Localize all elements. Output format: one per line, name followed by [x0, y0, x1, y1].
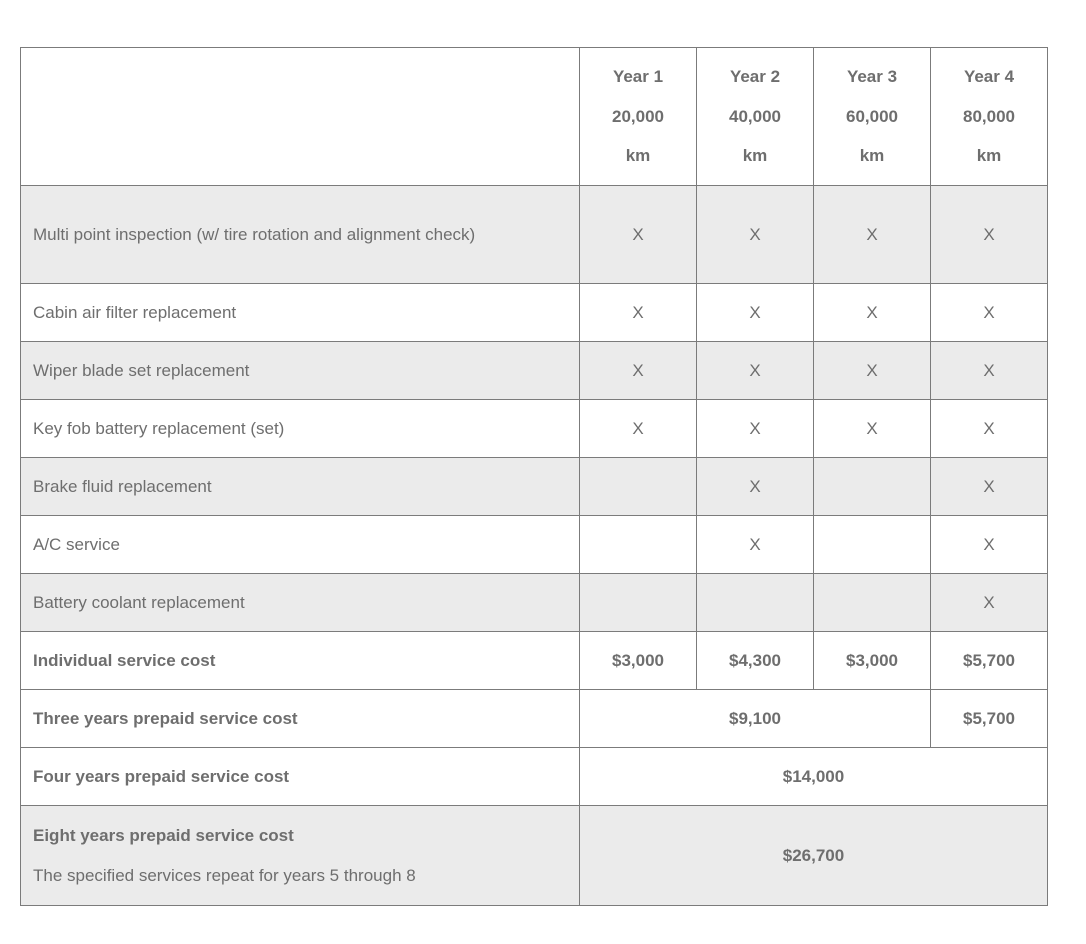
service-label: Wiper blade set replacement	[21, 342, 580, 400]
unit-label: km	[742, 146, 768, 166]
service-label: Cabin air filter replacement	[21, 284, 580, 342]
service-mark-cell: X	[580, 342, 697, 400]
service-mark-cell: X	[931, 400, 1048, 458]
service-mark-cell	[814, 458, 931, 516]
service-label: Key fob battery replacement (set)	[21, 400, 580, 458]
unit-label: km	[976, 146, 1002, 166]
service-mark-cell: X	[697, 516, 814, 574]
service-mark-cell: X	[697, 342, 814, 400]
service-mark-cell: X	[697, 284, 814, 342]
cost-cell-years-1-4-merged: $14,000	[580, 748, 1048, 806]
service-label: Brake fluid replacement	[21, 458, 580, 516]
distance-label: 40,000	[729, 106, 781, 126]
service-mark-cell: X	[931, 186, 1048, 284]
service-mark-cell: X	[814, 186, 931, 284]
service-schedule-table-wrapper	[20, 47, 1086, 906]
table-row-key-fob-battery	[21, 400, 1048, 458]
service-mark-cell: X	[814, 342, 931, 400]
service-mark-cell: X	[580, 284, 697, 342]
service-mark-cell	[814, 574, 931, 632]
service-mark-cell	[697, 574, 814, 632]
service-mark-cell	[814, 516, 931, 574]
service-mark-cell	[580, 574, 697, 632]
table-row-eight-years-prepaid	[21, 806, 1048, 906]
unit-label: km	[859, 146, 885, 166]
table-row-four-years-prepaid	[21, 748, 1048, 806]
distance-label: 60,000	[846, 106, 898, 126]
cost-row-label: Individual service cost	[21, 632, 580, 690]
cost-cell-year-4: $5,700	[931, 632, 1048, 690]
table-row-brake-fluid	[21, 458, 1048, 516]
cost-cell-years-1-4-merged: $26,700	[580, 806, 1048, 906]
column-header-year-4	[931, 48, 1048, 186]
year-label: Year 2	[729, 66, 781, 86]
cost-row-label	[21, 806, 580, 906]
service-schedule-table	[20, 47, 1048, 906]
cost-cell-year-2: $4,300	[697, 632, 814, 690]
column-header-year-1	[580, 48, 697, 186]
service-mark-cell: X	[931, 458, 1048, 516]
eight-years-label: Eight years prepaid service cost	[33, 825, 294, 845]
table-row-battery-coolant	[21, 574, 1048, 632]
table-header-row	[21, 48, 1048, 186]
corner-empty-cell	[21, 48, 580, 186]
table-row-multi-point-inspection	[21, 186, 1048, 284]
service-label: Battery coolant replacement	[21, 574, 580, 632]
cost-cell-year-1: $3,000	[580, 632, 697, 690]
distance-label: 20,000	[612, 106, 664, 126]
service-mark-cell: X	[697, 458, 814, 516]
column-header-year-3	[814, 48, 931, 186]
service-mark-cell: X	[814, 284, 931, 342]
service-mark-cell: X	[697, 186, 814, 284]
service-mark-cell: X	[697, 400, 814, 458]
service-mark-cell: X	[580, 186, 697, 284]
service-mark-cell	[580, 516, 697, 574]
table-row-three-years-prepaid	[21, 690, 1048, 748]
service-label: A/C service	[21, 516, 580, 574]
service-mark-cell: X	[931, 342, 1048, 400]
service-mark-cell: X	[814, 400, 931, 458]
table-row-ac-service	[21, 516, 1048, 574]
service-mark-cell: X	[580, 400, 697, 458]
cost-row-label: Three years prepaid service cost	[21, 690, 580, 748]
table-row-cabin-air-filter	[21, 284, 1048, 342]
service-mark-cell: X	[931, 516, 1048, 574]
column-header-year-2	[697, 48, 814, 186]
year-label: Year 4	[963, 66, 1015, 86]
cost-cell-year-3: $3,000	[814, 632, 931, 690]
service-mark-cell: X	[931, 574, 1048, 632]
year-label: Year 3	[846, 66, 898, 86]
year-label: Year 1	[612, 66, 664, 86]
cost-cell-years-1-3-merged: $9,100	[580, 690, 931, 748]
service-mark-cell	[580, 458, 697, 516]
eight-years-note: The specified services repeat for years 5 through 8	[33, 865, 416, 885]
distance-label: 80,000	[963, 106, 1015, 126]
service-mark-cell: X	[931, 284, 1048, 342]
table-row-wiper-blade	[21, 342, 1048, 400]
service-label: Multi point inspection (w/ tire rotation and alignment check)	[21, 186, 580, 284]
unit-label: km	[625, 146, 651, 166]
table-row-individual-service-cost	[21, 632, 1048, 690]
cost-row-label: Four years prepaid service cost	[21, 748, 580, 806]
cost-cell-year-4: $5,700	[931, 690, 1048, 748]
